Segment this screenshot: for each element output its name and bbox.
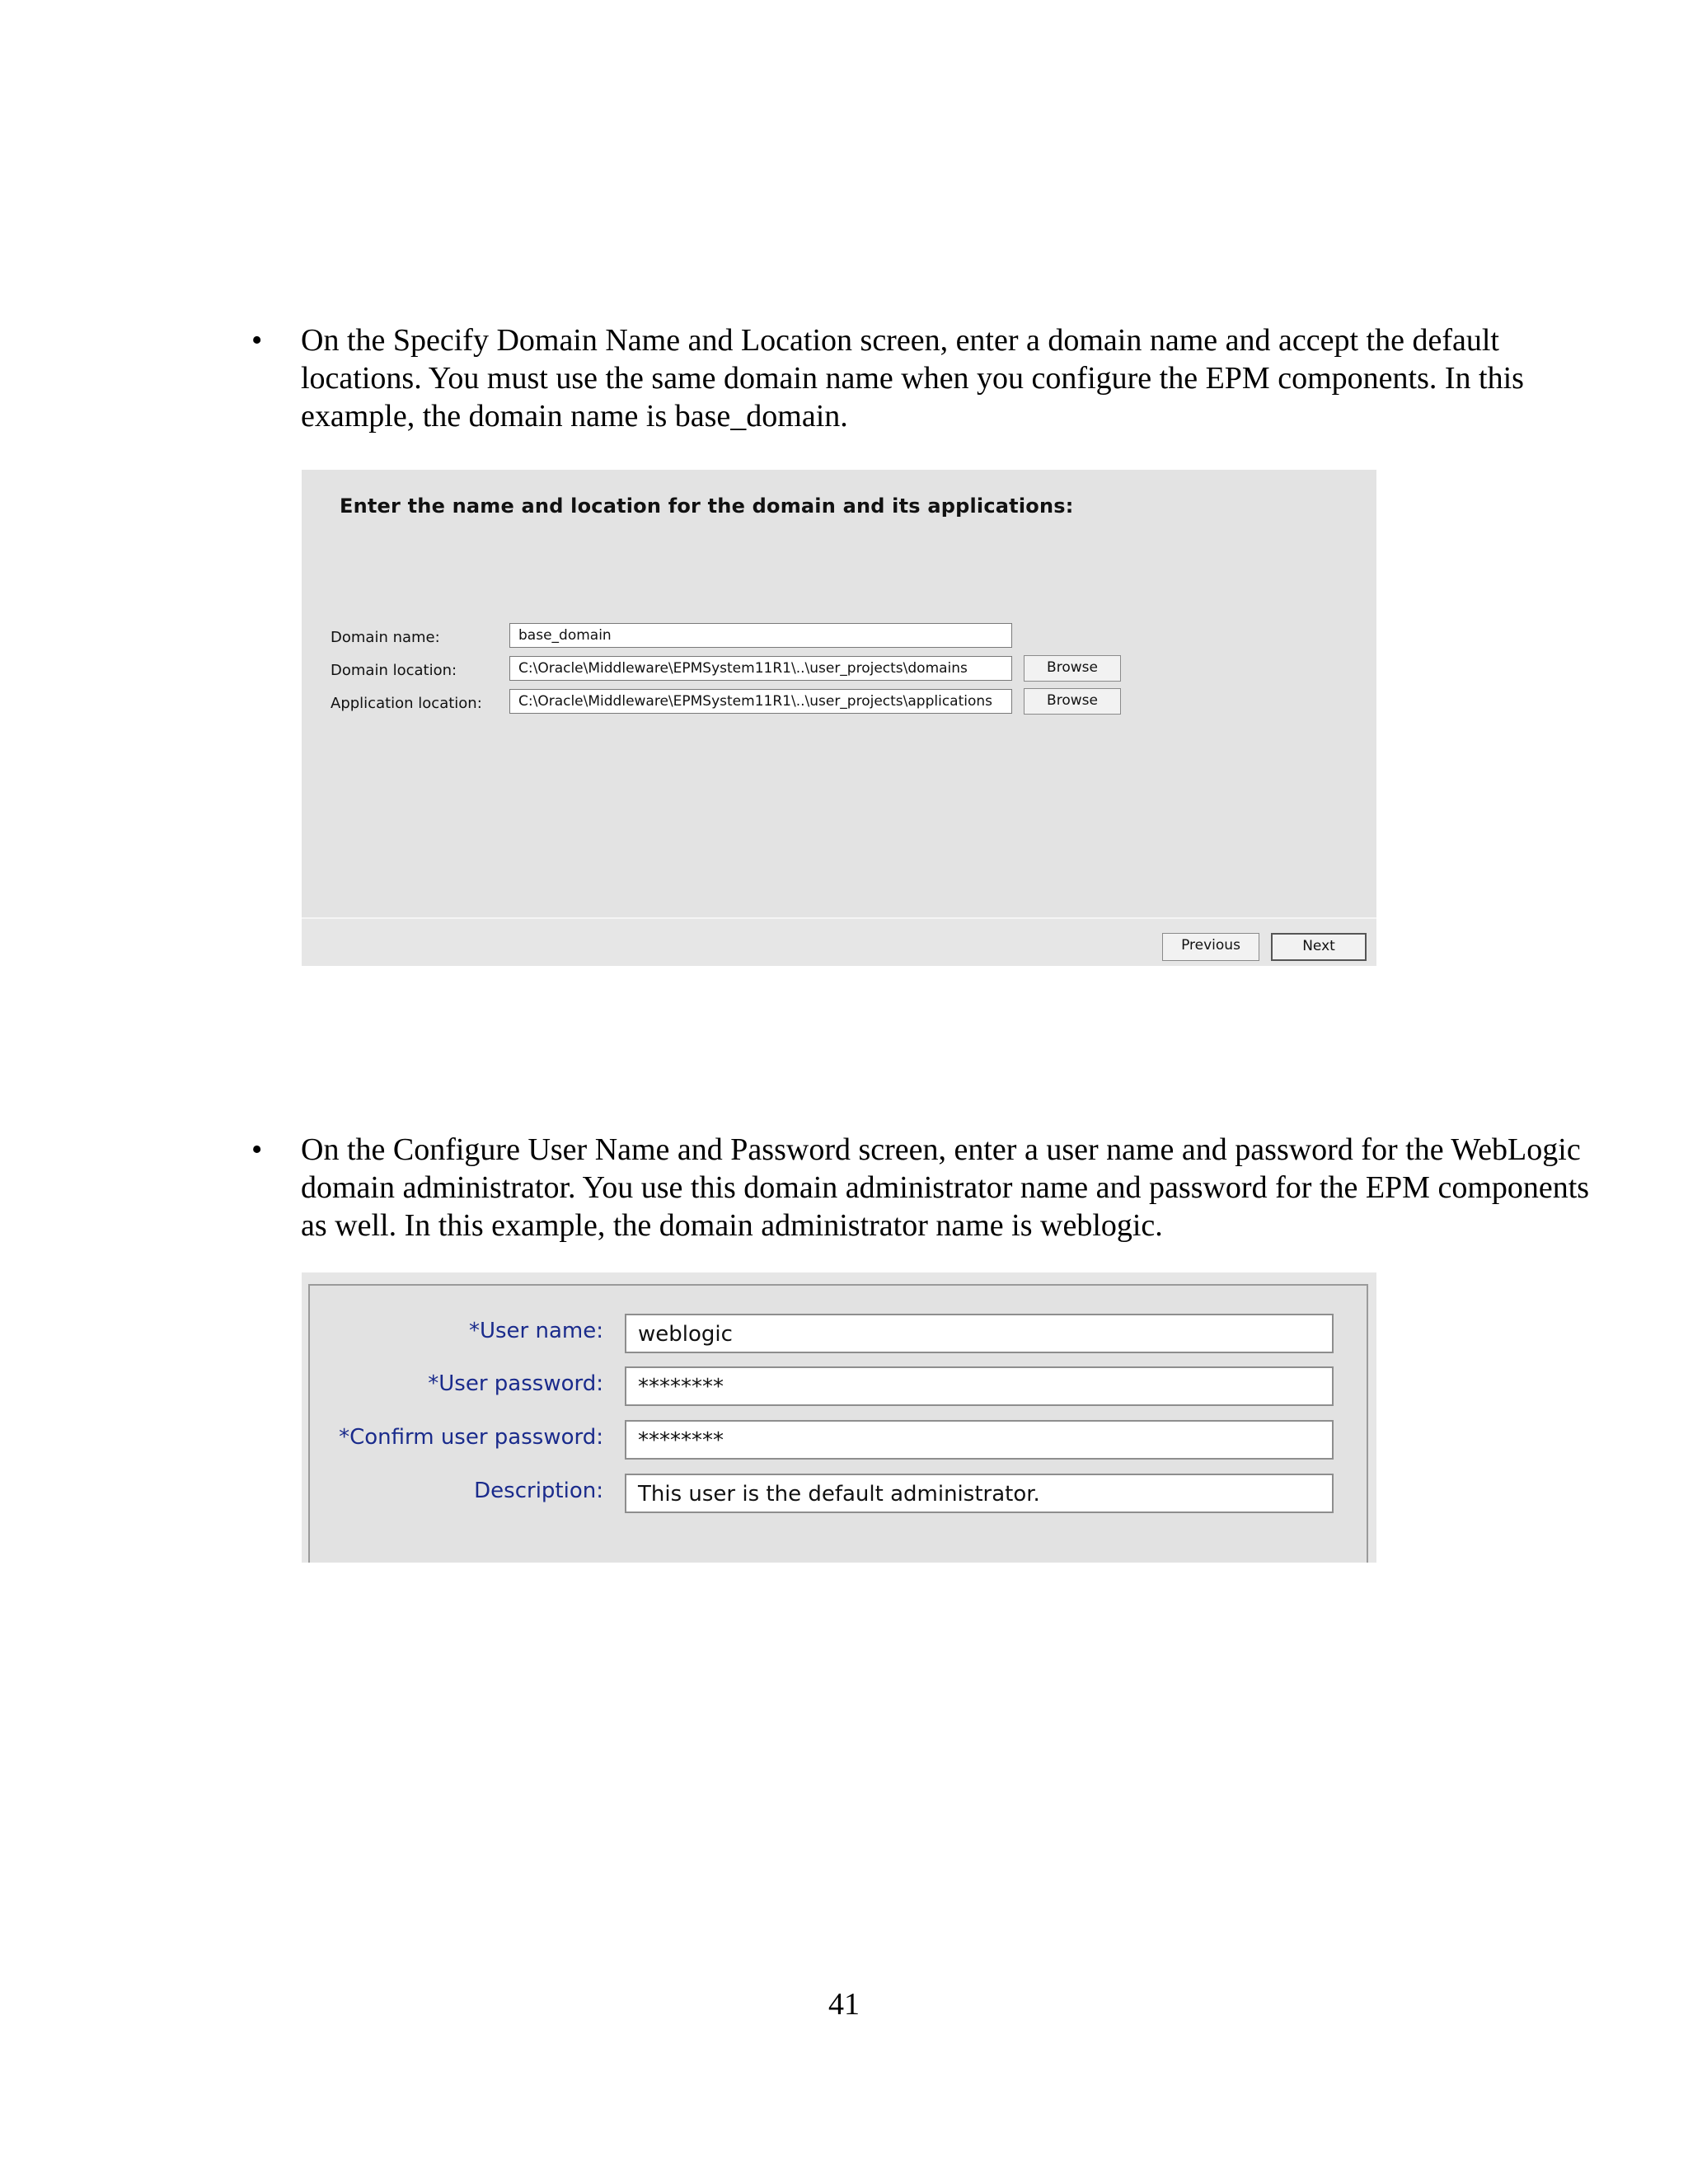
domain-name-label: Domain name: <box>331 629 440 646</box>
confirm-password-input[interactable]: ******** <box>625 1420 1334 1460</box>
instruction-paragraph-user: On the Configure User Name and Password screen, enter a user name and password for the WebLogic domain administrator. You use this domain administrator name and password for the EPM components as well. In this example, the domain administrator name is weblogic. <box>301 1132 1590 1243</box>
user-password-screenshot <box>302 1272 1376 1563</box>
user-password-input[interactable]: ******** <box>625 1366 1334 1406</box>
description-label: Description: <box>474 1479 603 1503</box>
next-button[interactable]: Next <box>1271 933 1367 961</box>
application-location-input[interactable]: C:\Oracle\Middleware\EPMSystem11R1\..\user_projects\applications <box>509 689 1012 714</box>
domain-location-screenshot <box>302 470 1376 966</box>
user-name-input[interactable]: weblogic <box>625 1314 1334 1353</box>
page-number: 41 <box>828 1987 860 2022</box>
application-location-label: Application location: <box>331 695 482 712</box>
previous-button[interactable]: Previous <box>1162 933 1259 961</box>
domain-location-input[interactable]: C:\Oracle\Middleware\EPMSystem11R1\..\user_projects\domains <box>509 656 1012 681</box>
user-password-label: *User password: <box>428 1371 603 1396</box>
user-name-label: *User name: <box>468 1319 603 1343</box>
confirm-password-label: *Confirm user password: <box>339 1425 603 1450</box>
instruction-paragraph-domain: On the Specify Domain Name and Location screen, enter a domain name and accept the default locations. You must use the same domain name when you configure the EPM components. In this example, the domain name is base_domain. <box>301 323 1524 434</box>
bullet-marker: • <box>251 323 263 358</box>
domain-location-label: Domain location: <box>331 662 457 679</box>
browse-domain-location-button[interactable]: Browse <box>1024 655 1121 682</box>
domain-name-input[interactable]: base_domain <box>509 623 1012 648</box>
browse-application-location-button[interactable]: Browse <box>1024 688 1121 715</box>
bullet-marker: • <box>251 1132 263 1167</box>
screen-heading: Enter the name and location for the domain and its applications: <box>340 494 1074 518</box>
description-input[interactable]: This user is the default administrator. <box>625 1474 1334 1513</box>
